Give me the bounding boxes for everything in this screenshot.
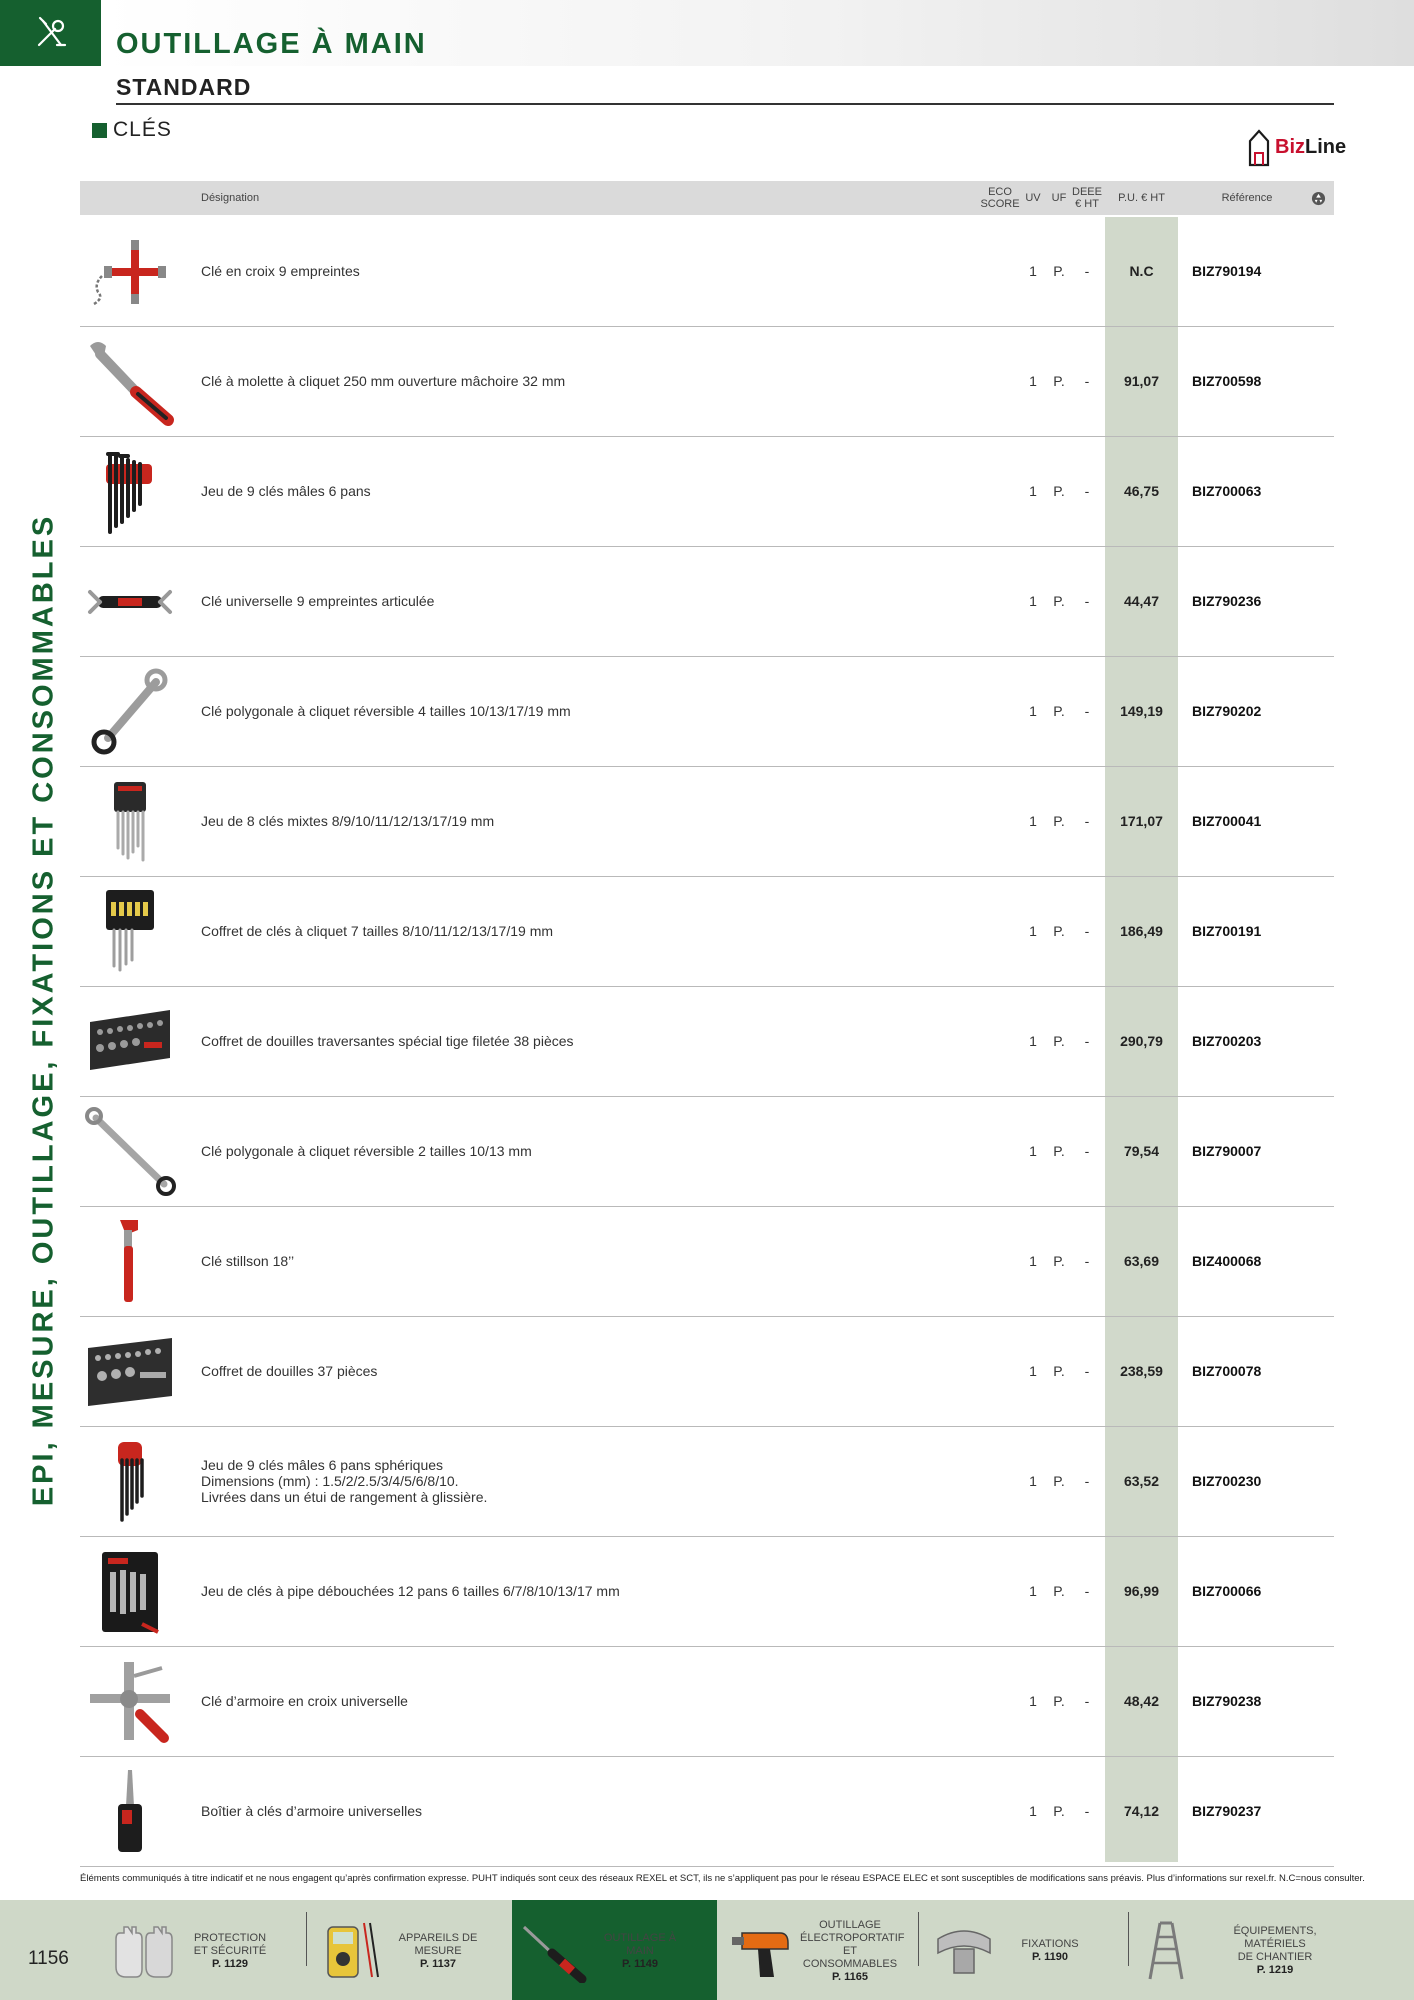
product-uv: 1	[1029, 1693, 1037, 1709]
side-category-label: EPI, MESURE, OUTILLAGE, FIXATIONS ET CONSOMMABLES	[27, 513, 60, 1507]
footer-link-fixings[interactable]	[928, 1902, 1100, 2000]
footer-label-line2: DE CHANTIER	[1237, 1951, 1313, 1963]
product-price: 171,07	[1120, 813, 1163, 829]
product-uv: 1	[1029, 1583, 1037, 1599]
product-reference[interactable]: BIZ700191	[1192, 923, 1262, 939]
product-description: Clé polygonale à cliquet réversible 2 tailles 10/13 mm	[201, 1143, 532, 1159]
product-deee: -	[1084, 1033, 1090, 1049]
footer-link-hand-tools[interactable]	[518, 1902, 690, 2000]
socket-case-icon	[84, 1326, 176, 1416]
product-description: Clé d’armoire en croix universelle	[201, 1693, 408, 1709]
product-description: Coffret de douilles traversantes spécial tige filetée 38 pièces	[201, 1033, 574, 1049]
cabinet-key-holder-icon	[84, 1766, 176, 1856]
table-row[interactable]	[80, 766, 1334, 877]
footer-label-power-tools	[800, 1918, 905, 1984]
header-deee-line1: DEEE	[1072, 186, 1102, 198]
footer-page-ref: P. 1137	[420, 1957, 456, 1970]
product-uf: P.	[1053, 1473, 1065, 1489]
gloves-icon	[108, 1919, 180, 1983]
product-price: 238,59	[1120, 1363, 1163, 1379]
header-eco-score-line2: SCORE	[980, 198, 1020, 210]
product-description-line2: Dimensions (mm) : 1.5/2/2.5/3/4/5/6/8/10.	[201, 1473, 459, 1489]
product-deee: -	[1084, 813, 1090, 829]
product-deee: -	[1084, 1363, 1090, 1379]
footer-label-protection	[180, 1932, 280, 1971]
section-title: OUTILLAGE À MAIN	[116, 28, 427, 60]
category-heading	[92, 118, 172, 142]
product-price: 91,07	[1123, 373, 1160, 389]
pipe-wrench-icon	[84, 1216, 176, 1306]
product-uv: 1	[1029, 1803, 1037, 1819]
product-uf: P.	[1053, 263, 1065, 279]
footer-label-hand-tools	[590, 1932, 690, 1971]
tools-icon	[31, 13, 71, 53]
product-reference[interactable]: BIZ700041	[1192, 813, 1262, 829]
product-deee: -	[1084, 1583, 1090, 1599]
footer-label-line2: ET SÉCURITÉ	[193, 1944, 267, 1957]
footer-label-line1: FIXATIONS	[1021, 1938, 1079, 1950]
footer-label-line3: ET CONSOMMABLES	[802, 1944, 898, 1970]
product-uf: P.	[1053, 1253, 1065, 1269]
product-reference[interactable]: BIZ790236	[1192, 593, 1262, 609]
footer-label-measurement	[388, 1932, 488, 1971]
product-deee: -	[1084, 373, 1090, 389]
brand-logo	[1246, 127, 1346, 167]
product-description: Clé universelle 9 empreintes articulée	[201, 593, 435, 609]
product-deee: -	[1084, 1473, 1090, 1489]
table-row[interactable]	[80, 546, 1334, 657]
table-row[interactable]	[80, 326, 1334, 437]
product-price: 48,42	[1123, 1693, 1160, 1709]
footer-page-ref: P. 1190	[1032, 1951, 1068, 1963]
product-deee: -	[1084, 1143, 1090, 1159]
header-deee	[1074, 181, 1100, 215]
universal-key-icon	[84, 556, 176, 646]
product-description: Coffret de clés à cliquet 7 tailles 8/10/11/12/13/17/19 mm	[201, 923, 554, 939]
footer-link-measurement[interactable]	[316, 1902, 488, 2000]
header-eco-score-line1: ECO	[988, 186, 1012, 198]
recycle-icon	[1311, 191, 1326, 206]
product-reference[interactable]: BIZ700066	[1192, 1583, 1262, 1599]
brand-name-part2: Line	[1305, 135, 1347, 158]
section-corner-tab	[0, 0, 101, 66]
product-uv: 1	[1029, 1143, 1037, 1159]
header-deee-line2: € HT	[1075, 198, 1099, 210]
product-uv: 1	[1029, 923, 1037, 939]
product-uv: 1	[1029, 263, 1037, 279]
product-reference[interactable]: BIZ790194	[1192, 263, 1262, 279]
product-price: 63,69	[1123, 1253, 1160, 1269]
product-reference[interactable]: BIZ700203	[1192, 1033, 1262, 1049]
product-reference[interactable]: BIZ700598	[1192, 373, 1262, 389]
hex-key-set-icon	[84, 1436, 176, 1526]
clamp-icon	[928, 1919, 1000, 1983]
product-price: 186,49	[1120, 923, 1163, 939]
product-description: Jeu de 9 clés mâles 6 pans	[201, 483, 371, 499]
table-row[interactable]	[80, 656, 1334, 767]
ratchet-wrench-set-icon	[84, 886, 176, 976]
multimeter-icon	[316, 1919, 388, 1983]
cross-key-icon	[84, 226, 176, 316]
screwdriver-icon	[518, 1919, 590, 1983]
product-description: Jeu de 8 clés mixtes 8/9/10/11/12/13/17/19 mm	[201, 813, 495, 829]
header-uf: UF	[1051, 192, 1067, 204]
product-uv: 1	[1029, 373, 1037, 389]
footer-label-site-equipment	[1210, 1925, 1340, 1977]
product-description: Boîtier à clés d’armoire universelles	[201, 1803, 422, 1819]
product-price: 149,19	[1120, 703, 1163, 719]
brand-name-part1: Biz	[1275, 135, 1305, 158]
footer-label-line1: OUTILLAGE	[819, 1918, 881, 1931]
ladder-icon	[1138, 1919, 1210, 1983]
product-uv: 1	[1029, 1253, 1037, 1269]
product-deee: -	[1084, 923, 1090, 939]
table-row[interactable]	[80, 436, 1334, 547]
product-reference[interactable]: BIZ700078	[1192, 1363, 1262, 1379]
product-description: Clé polygonale à cliquet réversible 4 tailles 10/13/17/19 mm	[201, 703, 571, 719]
footer-link-protection[interactable]	[108, 1902, 280, 2000]
sub-title: STANDARD	[116, 74, 252, 100]
product-reference[interactable]: BIZ790237	[1192, 1803, 1262, 1819]
product-deee: -	[1084, 1693, 1090, 1709]
footer-page-ref: P. 1149	[622, 1957, 658, 1970]
table-row[interactable]	[80, 1536, 1334, 1647]
product-description: Jeu de clés à pipe débouchées 12 pans 6 tailles 6/7/8/10/13/17 mm	[201, 1583, 620, 1599]
table-row[interactable]	[80, 1426, 1334, 1537]
footer-label-line1: PROTECTION	[193, 1931, 267, 1944]
page-number: 1156	[28, 1948, 69, 1969]
product-uf: P.	[1053, 1143, 1065, 1159]
header-eco-score	[980, 181, 1020, 215]
ring-spanner-icon	[84, 1106, 176, 1196]
product-description: Clé en croix 9 empreintes	[201, 263, 360, 279]
product-uf: P.	[1053, 1033, 1065, 1049]
ring-spanner-icon	[84, 666, 176, 756]
category-label: CLÉS	[113, 118, 172, 141]
table-row[interactable]	[80, 1646, 1334, 1757]
product-price: 96,99	[1123, 1583, 1160, 1599]
product-deee: -	[1084, 593, 1090, 609]
footer-label-line1: APPAREILS DE MESURE	[398, 1931, 478, 1957]
footer-separator	[918, 1912, 919, 1966]
table-row[interactable]	[80, 1756, 1334, 1867]
footer-link-site-equipment[interactable]	[1138, 1902, 1340, 2000]
product-description-block	[201, 1457, 487, 1505]
header-price: P.U. € HT	[1118, 192, 1165, 204]
product-uv: 1	[1029, 483, 1037, 499]
category-square-icon	[92, 123, 107, 138]
product-uv: 1	[1029, 1033, 1037, 1049]
footer-link-power-tools[interactable]	[728, 1902, 905, 2000]
product-uf: P.	[1053, 1693, 1065, 1709]
product-deee: -	[1084, 703, 1090, 719]
hex-key-set-icon	[84, 446, 176, 536]
footer-label-line2: ÉLECTROPORTATIF	[800, 1931, 905, 1944]
product-uf: P.	[1053, 483, 1065, 499]
power-drill-icon	[728, 1919, 800, 1983]
product-description: Clé à molette à cliquet 250 mm ouverture mâchoire 32 mm	[201, 373, 566, 389]
product-uf: P.	[1053, 373, 1065, 389]
product-uf: P.	[1053, 1803, 1065, 1819]
product-uf: P.	[1053, 703, 1065, 719]
product-deee: -	[1084, 1253, 1090, 1269]
product-uv: 1	[1029, 593, 1037, 609]
product-uf: P.	[1053, 1583, 1065, 1599]
product-description-line1: Jeu de 9 clés mâles 6 pans sphériques	[201, 1457, 444, 1473]
footer-label-line1: OUTILLAGE À MAIN	[603, 1931, 677, 1957]
footer-separator	[1128, 1912, 1129, 1966]
table-row[interactable]	[80, 216, 1334, 327]
product-description-line3: Livrées dans un étui de rangement à glissière.	[201, 1489, 488, 1505]
brand-name	[1275, 136, 1346, 159]
product-description: Clé stillson 18’’	[201, 1253, 295, 1269]
header-designation: Désignation	[201, 192, 260, 204]
product-uv: 1	[1029, 813, 1037, 829]
product-price: 74,12	[1123, 1803, 1160, 1819]
product-reference[interactable]: BIZ700063	[1192, 483, 1262, 499]
header-eco-icon	[1306, 181, 1330, 215]
title-divider	[116, 103, 1334, 105]
table-row[interactable]	[80, 986, 1334, 1097]
product-uv: 1	[1029, 1473, 1037, 1489]
product-price: 79,54	[1123, 1143, 1160, 1159]
product-uv: 1	[1029, 1363, 1037, 1379]
product-price: 63,52	[1123, 1473, 1160, 1489]
adjustable-wrench-icon	[84, 336, 176, 426]
footer-label-fixings	[1000, 1938, 1100, 1964]
footer-page-ref: P. 1219	[1256, 1964, 1294, 1976]
product-reference[interactable]: BIZ790238	[1192, 1693, 1262, 1709]
cabinet-cross-key-icon	[84, 1656, 176, 1746]
table-row[interactable]	[80, 1096, 1334, 1207]
product-reference[interactable]: BIZ790007	[1192, 1143, 1262, 1159]
product-reference[interactable]: BIZ790202	[1192, 703, 1262, 719]
table-row[interactable]	[80, 1316, 1334, 1427]
bizline-house-icon	[1246, 127, 1272, 167]
product-deee: -	[1084, 263, 1090, 279]
product-uv: 1	[1029, 703, 1037, 719]
legal-footnote: Éléments communiqués à titre indicatif et ne nous engagent qu’après confirmation expresse. PUHT indiqués sont ceux des réseaux REXEL et SCT, ils ne s’appliquent pas pour le réseau ESPACE ELEC et sont susceptibles de modifications sans préavis. Plus d’informations sur rexel.fr. N.C=nous consulter.	[80, 1873, 1365, 1884]
footer-label-line1: ÉQUIPEMENTS, MATÉRIELS	[1233, 1925, 1317, 1950]
product-uf: P.	[1053, 593, 1065, 609]
product-description: Coffret de douilles 37 pièces	[201, 1363, 378, 1379]
footer-page-ref: P. 1129	[212, 1957, 248, 1970]
product-uf: P.	[1053, 1363, 1065, 1379]
product-price: 290,79	[1120, 1033, 1163, 1049]
product-price: 46,75	[1123, 483, 1160, 499]
socket-case-icon	[84, 996, 176, 1086]
combination-wrench-set-icon	[84, 776, 176, 866]
footer-separator	[306, 1912, 307, 1966]
product-price: 44,47	[1123, 593, 1160, 609]
product-reference[interactable]: BIZ700230	[1192, 1473, 1262, 1489]
product-deee: -	[1084, 1803, 1090, 1819]
header-reference: Référence	[1221, 192, 1273, 204]
product-description	[201, 1426, 901, 1536]
header-uv: UV	[1025, 192, 1041, 204]
product-reference[interactable]: BIZ400068	[1192, 1253, 1262, 1269]
table-row[interactable]	[80, 1206, 1334, 1317]
table-row[interactable]	[80, 876, 1334, 987]
product-deee: -	[1084, 483, 1090, 499]
footer-page-ref: P. 1165	[832, 1970, 868, 1983]
product-uf: P.	[1053, 923, 1065, 939]
product-uf: P.	[1053, 813, 1065, 829]
pipe-key-set-icon	[84, 1546, 176, 1636]
product-price: N.C	[1129, 263, 1154, 279]
table-header	[80, 181, 1334, 215]
